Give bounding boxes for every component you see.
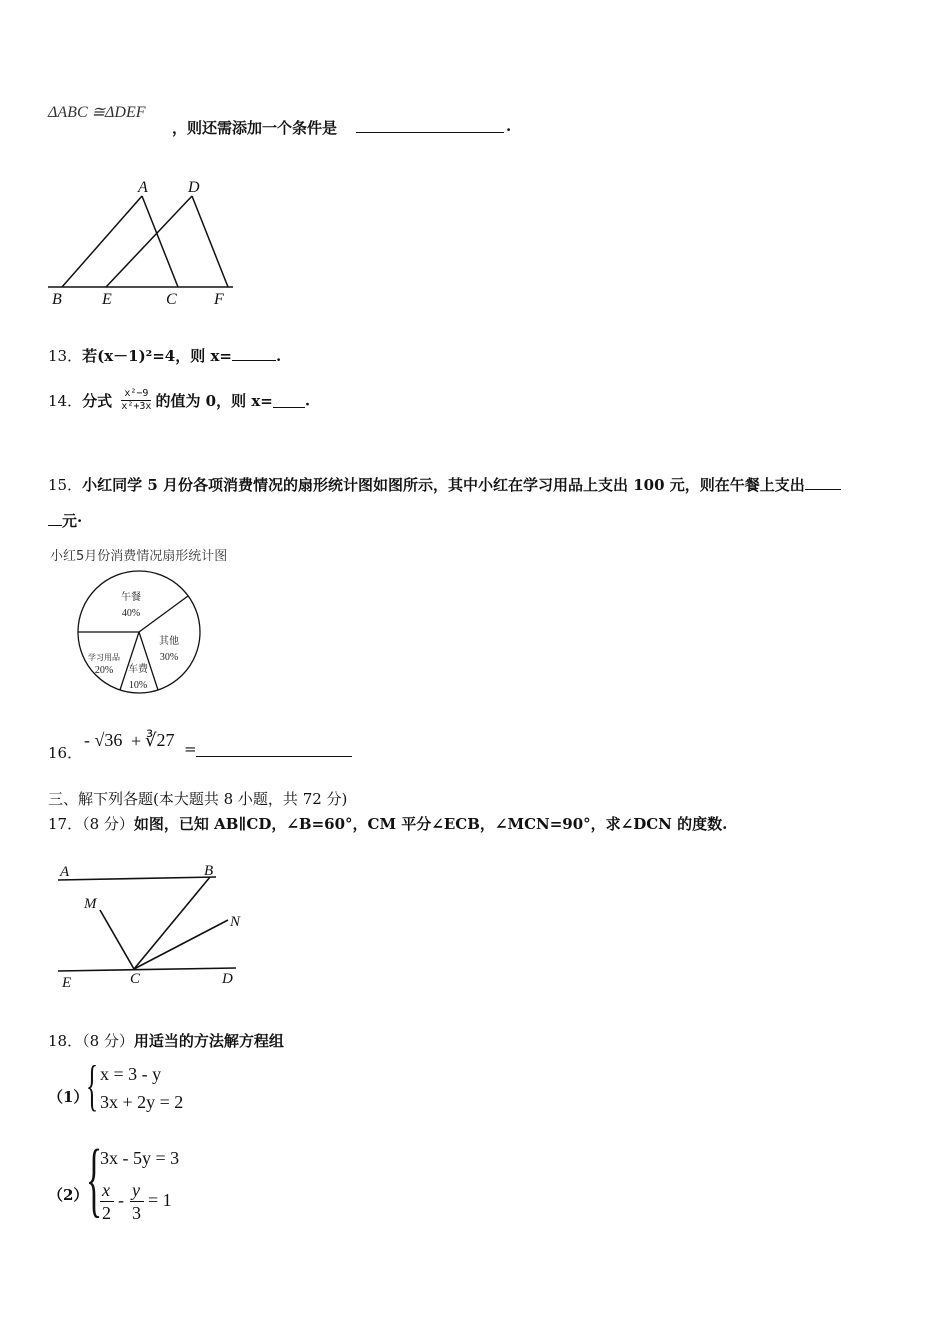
triangle-figure	[48, 176, 238, 311]
q15-end: 元·	[62, 512, 83, 530]
label-a: A	[60, 864, 70, 880]
q16-expr-a: - √36	[84, 730, 123, 750]
slice-pct-fare: 10%	[128, 680, 148, 691]
question-18	[48, 1030, 284, 1051]
slice-label-other: 其他	[159, 636, 179, 647]
q14-suffix: 的值为 0，则 x=	[155, 392, 273, 410]
segment-df	[192, 196, 228, 287]
frac-y-bar	[130, 1201, 144, 1202]
slice-label-lunch: 午餐	[121, 592, 141, 603]
parallel-lines-figure	[56, 858, 256, 990]
frac-x-bar	[100, 1201, 114, 1202]
q15-text: 小红同学 5 月份各项消费情况的扇形统计图如图所示，其中小红在学习用品上支出 100 元，则在午餐上支出	[82, 476, 805, 494]
label-a: A	[138, 179, 148, 196]
label-n: N	[230, 914, 241, 930]
label-e: E	[102, 291, 112, 308]
label-d: D	[188, 179, 200, 196]
system-2-brace: {	[86, 1133, 103, 1226]
question-17	[48, 813, 727, 834]
q14-number: 14．	[48, 392, 83, 410]
q15-blank-b[interactable]	[48, 511, 62, 526]
pie-chart	[74, 568, 204, 696]
label-b: B	[204, 863, 214, 879]
system-1-brace: {	[86, 1055, 99, 1117]
q12-line	[48, 102, 648, 137]
q17-number: 17．	[48, 815, 83, 833]
slice-pct-lunch: 40%	[121, 608, 141, 619]
section-3-heading: 三、解下列各题(本大题共 8 小题，共 72 分)	[48, 790, 348, 808]
system-2-eq1: 3x - 5y = 3	[100, 1148, 180, 1168]
system-2	[48, 1133, 288, 1228]
segment-cb	[134, 877, 210, 969]
q14-prefix: 分式	[82, 392, 113, 410]
label-m: M	[84, 896, 97, 912]
system-2-label: （2）	[48, 1186, 89, 1204]
segment-cm	[100, 910, 134, 969]
label-c: C	[166, 291, 177, 308]
q16-plus: +	[131, 731, 142, 751]
system-1	[48, 1055, 268, 1122]
label-f: F	[214, 291, 224, 308]
frac-y-num: y	[132, 1180, 140, 1200]
system-1-eq2: 3x + 2y = 2	[100, 1092, 184, 1112]
segment-de	[106, 196, 192, 287]
q16-expr-b: ∛27	[145, 730, 175, 750]
q14-blank[interactable]	[273, 393, 305, 408]
q13-text: 若(x－1)²=4，则 x=	[82, 347, 232, 365]
q18-score: （8 分）	[82, 1032, 134, 1050]
frac-x-den: 2	[102, 1203, 111, 1223]
q17-score: （8 分）	[82, 815, 134, 833]
q14-numerator: x²−9	[121, 388, 151, 401]
system-1-eq1: x = 3 - y	[100, 1064, 162, 1084]
q14-end: .	[304, 391, 311, 410]
q12-text: ，则还需添加一个条件是	[172, 119, 338, 137]
q14-fraction	[121, 388, 151, 413]
q13-blank[interactable]	[232, 346, 276, 361]
label-d: D	[222, 971, 233, 987]
q16-number: 16．	[48, 744, 83, 762]
pie-chart-title: 小红5月份消费情况扇形统计图	[50, 549, 228, 564]
line-ab	[58, 877, 216, 880]
rhs: = 1	[148, 1190, 172, 1210]
system-1-label: （1）	[48, 1088, 89, 1106]
question-13	[48, 345, 281, 366]
line-ed	[58, 968, 236, 971]
q18-text: 用适当的方法解方程组	[133, 1032, 284, 1050]
frac-y-den: 3	[132, 1203, 141, 1223]
q17-text: 如图，已知 AB∥CD，∠B=60°，CM 平分∠ECB，∠MCN=90°，求∠DCN 的度数.	[133, 815, 728, 833]
q13-end: .	[275, 347, 282, 365]
label-b: B	[52, 291, 62, 308]
question-14	[48, 388, 310, 413]
question-15-line2	[48, 510, 82, 531]
minus-sign: -	[118, 1190, 124, 1210]
label-e: E	[62, 975, 72, 990]
q15-number: 15．	[48, 476, 83, 494]
q14-denominator: x²+3x	[121, 401, 152, 412]
q15-blank-a[interactable]	[805, 475, 841, 490]
slice-label-supplies: 学习用品	[88, 653, 120, 662]
slice-pct-other: 30%	[159, 652, 179, 663]
segment-ac	[142, 196, 178, 287]
label-c: C	[130, 971, 141, 987]
q12-blank[interactable]	[356, 118, 504, 133]
question-15-line1	[48, 474, 841, 495]
frac-x-num: x	[102, 1180, 110, 1200]
q13-number: 13．	[48, 347, 83, 365]
segment-cn	[134, 920, 228, 969]
question-16	[48, 730, 448, 762]
q18-number: 18．	[48, 1032, 83, 1050]
q16-blank[interactable]	[196, 742, 352, 757]
segment-ab	[62, 196, 142, 287]
slice-label-fare: 车费	[128, 664, 148, 675]
q12-congruence: ΔABC ≅ΔDEF	[48, 104, 146, 121]
pie-divider-2	[139, 596, 188, 632]
slice-pct-supplies: 20%	[94, 665, 114, 676]
q16-equals: =	[184, 740, 197, 758]
q12-end: .	[506, 117, 512, 135]
